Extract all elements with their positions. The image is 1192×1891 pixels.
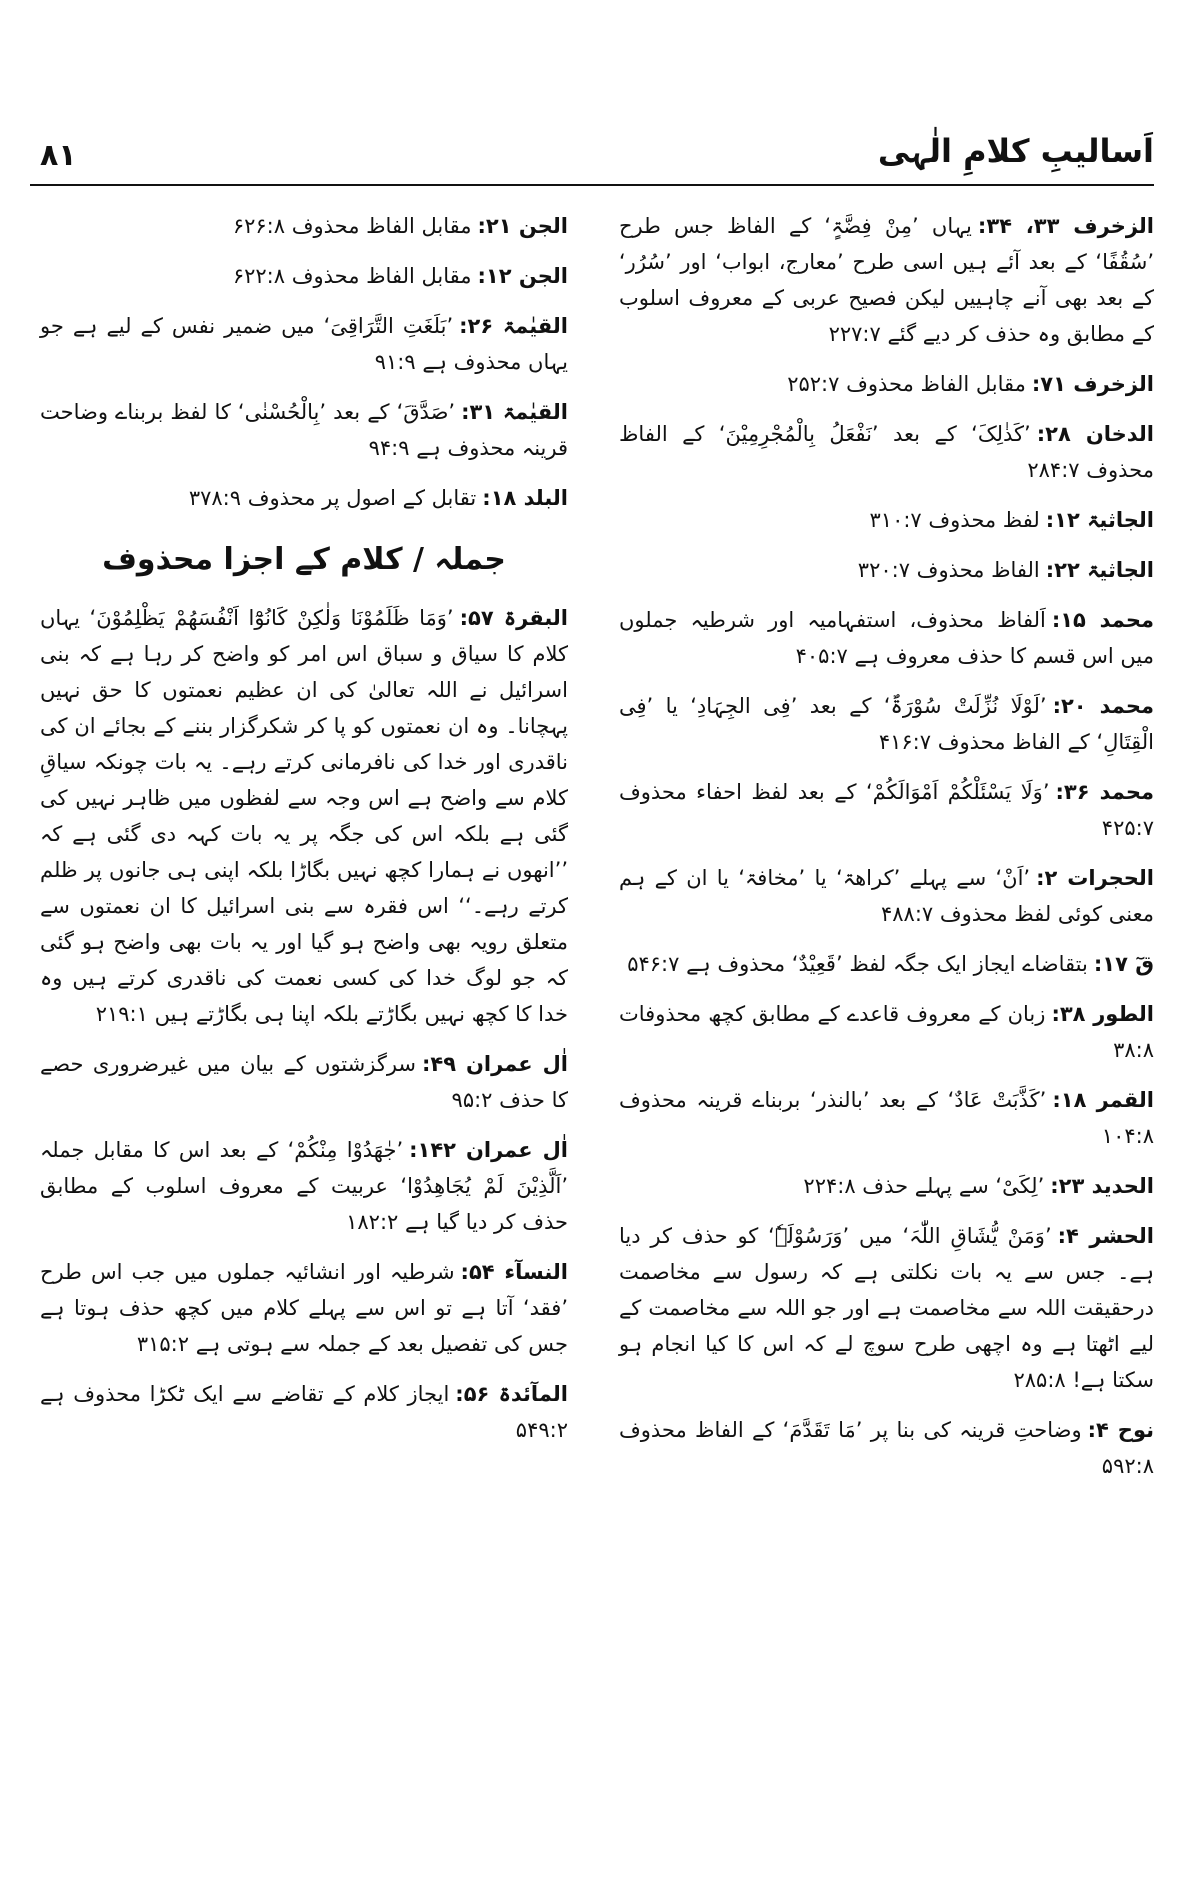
entry-text: اَلفاظ محذوف، استفہامیہ اور شرطیہ جملوں میں اس قسم کا حذف معروف ہے ۴۰۵:۷ bbox=[619, 608, 1154, 668]
verse-reference: القمر ۱۸: bbox=[1052, 1088, 1154, 1112]
verse-reference: الحشر ۴: bbox=[1057, 1224, 1154, 1248]
entry-text: لفظ محذوف ۳۱۰:۷ bbox=[869, 508, 1040, 532]
verse-reference: الجن ۱۲: bbox=[477, 264, 568, 288]
list-item bbox=[619, 208, 1154, 352]
entry-text: شرطیہ اور انشائیہ جملوں میں جب اس طرح ’فقد‘ آتا ہے تو اس سے پہلے کلام میں کچھ حذف ہوتا ہے جس کی تفصیل بعد کے جملہ سے ہوتی ہے ۳۱۵:۲ bbox=[40, 1260, 568, 1356]
verse-reference: الزخرف ۳۳، ۳۴: bbox=[977, 214, 1154, 238]
verse-reference: قٓ ۱۷: bbox=[1093, 952, 1154, 976]
verse-reference: اٰل عمران ۴۹: bbox=[422, 1052, 568, 1076]
entry-text: تقابل کے اصول پر محذوف ۳۷۸:۹ bbox=[188, 486, 477, 510]
verse-reference: محمد ۱۵: bbox=[1051, 608, 1154, 632]
verse-reference: الحجرات ۲: bbox=[1036, 866, 1154, 890]
list-item bbox=[40, 1254, 568, 1362]
verse-reference: محمد ۳۶: bbox=[1055, 780, 1154, 804]
list-item bbox=[619, 1412, 1154, 1484]
book-title: اَسالیبِ کلامِ الٰہی bbox=[877, 132, 1154, 170]
entry-text: ’جٰھَدُوْا مِنْکُمْ‘ کے بعد اس کا مقابل جملہ ’اَلَّذِیْنَ لَمْ یُجَاھِدُوْا‘ عربیت کے معروف اسلوب کے مطابق حذف کر دیا گیا ہے ۱۸۲:۲ bbox=[40, 1138, 568, 1234]
entry-text: یہاں ’مِنْ فِضَّۃٍ‘ کے الفاظ جس طرح ’سُقُفًا‘ کے بعد آئے ہیں اسی طرح ’معارج، ابواب‘ اور ’سُرُر‘ کے بعد بھی آنے چاہییں لیکن فصیح عربی کے معروف اسلوب کے مطابق وہ حذف کر دیے گئے ۲۲۷:۷ bbox=[619, 214, 1154, 346]
verse-reference: اٰل عمران ۱۴۲: bbox=[409, 1138, 568, 1162]
list-item bbox=[619, 602, 1154, 674]
entry-text: ’وَمَا ظَلَمُوْنَا وَلٰکِنْ کَانُوْٓا اَنْفُسَھُمْ یَظْلِمُوْنَ‘ یہاں کلام کا سیاق و سباق اس امر کو واضح کر رہا ہے کہ بنی اسرائیل نے اللہ تعالیٰ کی ان عظیم نعمتوں کا حق نہیں پہچانا۔ وہ ان نعمتوں کو پا کر شکرگزار بننے کے بجائے ان کی ناقدری اور خدا کی نافرمانی کرتے رہے۔ یہ بات چونکہ سیاقِ کلام سے واضح ہے اس وجہ سے لفظوں میں ظاہر نہیں کی گئی ہے بلکہ اس کی جگہ پر یہ بات کہہ دی گئی ہے کہ ’’انھوں نے ہمارا کچھ نہیں بگاڑا بلکہ اپنی ہی جانوں پر ظلم کرتے رہے۔‘‘ اس فقرہ سے بنی اسرائیل کا ان نعمتوں سے متعلق رویہ بھی واضح ہو گیا اور یہ بات بھی واضح ہو گئی کہ جو لوگ خدا کی کسی نعمت کی ناقدری کرتے ہیں وہ خدا کا کچھ نہیں بگاڑتے بلکہ اپنا ہی بگاڑتے ہیں ۲۱۹:۱ bbox=[40, 606, 568, 1026]
verse-reference: محمد ۲۰: bbox=[1052, 694, 1154, 718]
list-item bbox=[40, 308, 568, 380]
entry-text: ’لِکَیْ‘ سے پہلے حذف ۲۲۴:۸ bbox=[803, 1174, 1045, 1198]
list-item bbox=[619, 416, 1154, 488]
entry-text: مقابل الفاظ محذوف ۶۲۲:۸ bbox=[232, 264, 472, 288]
left-column bbox=[40, 208, 568, 1462]
entry-text: سرگزشتوں کے بیان میں غیرضروری حصے کا حذف ۹۵:۲ bbox=[40, 1052, 568, 1112]
list-item bbox=[40, 1132, 568, 1240]
entry-text: ’وَمَنْ یُّشَاقِ اللّٰہَ‘ میں ’وَرَسُوْلَہٗ‘ کو حذف کر دیا ہے۔ جس سے یہ بات نکلتی ہے کہ رسول سے مخاصمت درحقیقت اللہ سے مخاصمت ہے اور جو اللہ سے مخاصمت کے لیے اٹھتا ہے وہ اچھی طرح سوچ لے کہ اس کا کیا انجام ہو سکتا ہے! ۲۸۵:۸ bbox=[619, 1224, 1154, 1392]
entry-text: ’اَنْ‘ سے پہلے ’کراھۃ‘ یا ’مخافۃ‘ یا ان کے ہم معنی کوئی لفظ محذوف ۴۸۸:۷ bbox=[619, 866, 1154, 926]
verse-reference: الحدید ۲۳: bbox=[1050, 1174, 1154, 1198]
entry-text: زبان کے معروف قاعدے کے مطابق کچھ محذوفات ۳۸:۸ bbox=[619, 1002, 1154, 1062]
entry-text: ایجاز کلام کے تقاضے سے ایک ٹکڑا محذوف ہے ۵۴۹:۲ bbox=[40, 1382, 568, 1442]
entry-text: وضاحتِ قرینہ کی بنا پر ’مَا تَقَدَّمَ‘ کے الفاظ محذوف ۵۹۲:۸ bbox=[619, 1418, 1154, 1478]
page-number: ۸۱ bbox=[40, 138, 77, 173]
entry-text: ’کَذَّبَتْ عَادٌ‘ کے بعد ’بالنذر‘ بربناے قرینہ محذوف ۱۰۴:۸ bbox=[619, 1088, 1154, 1148]
verse-reference: النسآء ۵۴: bbox=[460, 1260, 568, 1284]
right-column bbox=[619, 208, 1154, 1498]
list-item bbox=[40, 394, 568, 466]
verse-reference: الزخرف ۷۱: bbox=[1031, 372, 1154, 396]
list-item bbox=[40, 258, 568, 294]
verse-reference: الطور ۳۸: bbox=[1051, 1002, 1155, 1026]
section-heading: جملہ / کلام کے اجزا محذوف bbox=[102, 542, 506, 577]
list-item bbox=[40, 1046, 568, 1118]
verse-reference: المآئدۃ ۵۶: bbox=[455, 1382, 568, 1406]
verse-reference: القیٰمۃ ۲۶: bbox=[459, 314, 569, 338]
verse-reference: الجن ۲۱: bbox=[477, 214, 568, 238]
entry-text: الفاظ محذوف ۳۲۰:۷ bbox=[857, 558, 1040, 582]
list-item bbox=[619, 860, 1154, 932]
list-item bbox=[619, 366, 1154, 402]
list-item bbox=[619, 1168, 1154, 1204]
entry-text: مقابل الفاظ محذوف ۲۵۲:۷ bbox=[787, 372, 1026, 396]
list-item bbox=[40, 1376, 568, 1448]
entry-text: ’وَلَا یَسْئَلْکُمْ اَمْوَالَکُمْ‘ کے بعد لفظ احفاء محذوف ۴۲۵:۷ bbox=[619, 780, 1154, 840]
list-item bbox=[619, 552, 1154, 588]
verse-reference: البقرۃ ۵۷: bbox=[459, 606, 569, 630]
list-item bbox=[619, 1082, 1154, 1154]
list-item bbox=[619, 774, 1154, 846]
list-item bbox=[40, 480, 568, 516]
list-item bbox=[40, 600, 568, 1032]
entry-text: ’صَدَّقَ‘ کے بعد ’بِالْحُسْنٰی‘ کا لفظ بربناے وضاحت قرینہ محذوف ہے ۹۴:۹ bbox=[40, 400, 568, 460]
list-item bbox=[40, 208, 568, 244]
list-item bbox=[619, 946, 1154, 982]
entry-text: مقابل الفاظ محذوف ۶۲۶:۸ bbox=[232, 214, 472, 238]
verse-reference: القیٰمۃ ۳۱: bbox=[461, 400, 568, 424]
entry-text: ’کَذٰلِکَ‘ کے بعد ’نَفْعَلُ بِالْمُجْرِمِیْنَ‘ کے الفاظ محذوف ۲۸۴:۷ bbox=[619, 422, 1154, 482]
page-header bbox=[30, 132, 1154, 186]
list-item bbox=[619, 502, 1154, 538]
verse-reference: نوح ۴: bbox=[1087, 1418, 1154, 1442]
verse-reference: الدخان ۲۸: bbox=[1036, 422, 1154, 446]
verse-reference: الجاثیۃ ۱۲: bbox=[1045, 508, 1154, 532]
entry-text: بتقاضاے ایجاز ایک جگہ لفظ ’قَعِیْدٌ‘ محذوف ہے ۵۴۶:۷ bbox=[627, 952, 1088, 976]
verse-reference: الجاثیۃ ۲۲: bbox=[1045, 558, 1154, 582]
list-item bbox=[619, 688, 1154, 760]
entry-text: ’بَلَغَتِ التَّرَاقِیَ‘ میں ضمیر نفس کے لیے ہے جو یہاں محذوف ہے ۹۱:۹ bbox=[40, 314, 568, 374]
list-item bbox=[619, 1218, 1154, 1398]
verse-reference: البلد ۱۸: bbox=[482, 486, 568, 510]
list-item bbox=[619, 996, 1154, 1068]
entry-text: ’لَوْلَا نُزِّلَتْ سُوْرَۃٌ‘ کے بعد ’فِی الجِہَادِ‘ یا ’فِی الْقِتَالِ‘ کے الفاظ محذوف ۴۱۶:۷ bbox=[619, 694, 1154, 754]
